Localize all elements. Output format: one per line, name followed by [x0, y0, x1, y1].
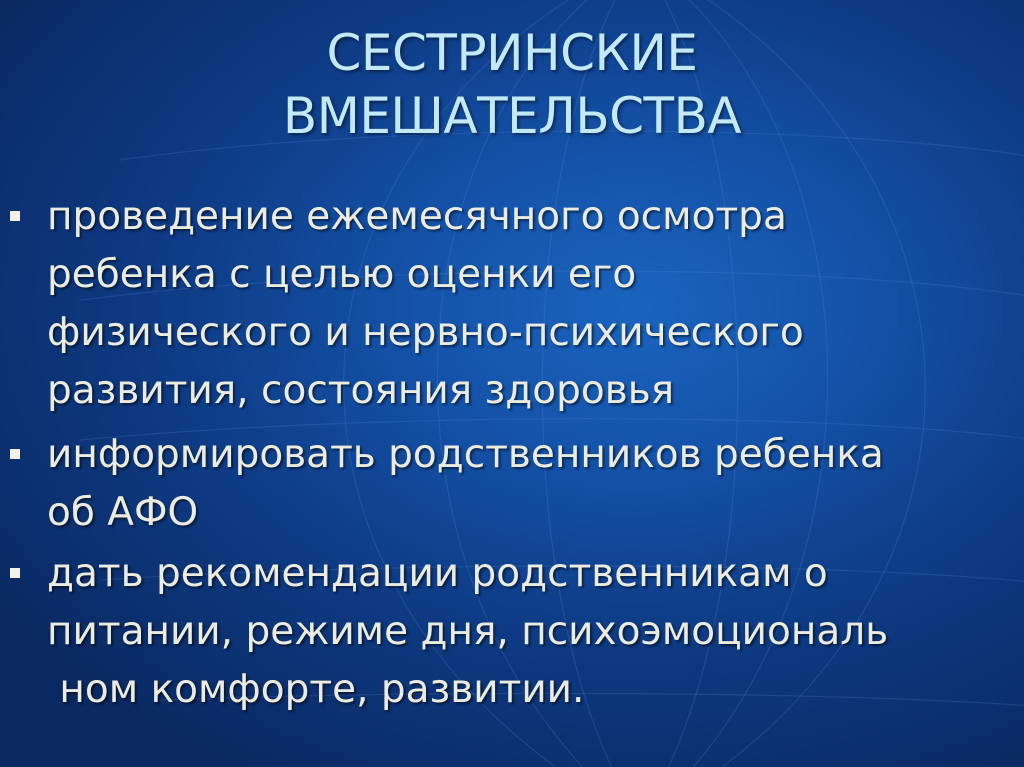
- bullet-3-line-3: ном комфорте, развитии.: [47, 667, 585, 712]
- slide-title-line-1: СЕСТРИНСКИЕ: [326, 24, 698, 82]
- bullet-marker-icon: [10, 568, 20, 578]
- bullet-3-line-1: дать рекомендации родственникам о: [47, 551, 828, 596]
- bullet-1-line-4: развития, состояния здоровья: [47, 368, 675, 413]
- bullet-2-line-1: информировать родственников ребенка: [47, 432, 884, 477]
- bullet-2-line-2: об АФО: [47, 490, 199, 535]
- bullet-marker-icon: [10, 211, 20, 221]
- bullet-1-line-3: физического и нервно-психического: [47, 310, 804, 355]
- bullet-1-line-1: проведение ежемесячного осмотра: [47, 194, 787, 239]
- bullet-3-line-2: питании, режиме дня, психоэмоциональ: [47, 609, 889, 654]
- slide-title-line-2: ВМЕШАТЕЛЬСТВА: [282, 87, 742, 145]
- bullet-marker-icon: [10, 449, 20, 459]
- bullet-1-line-2: ребенка с целью оценки его: [47, 252, 637, 297]
